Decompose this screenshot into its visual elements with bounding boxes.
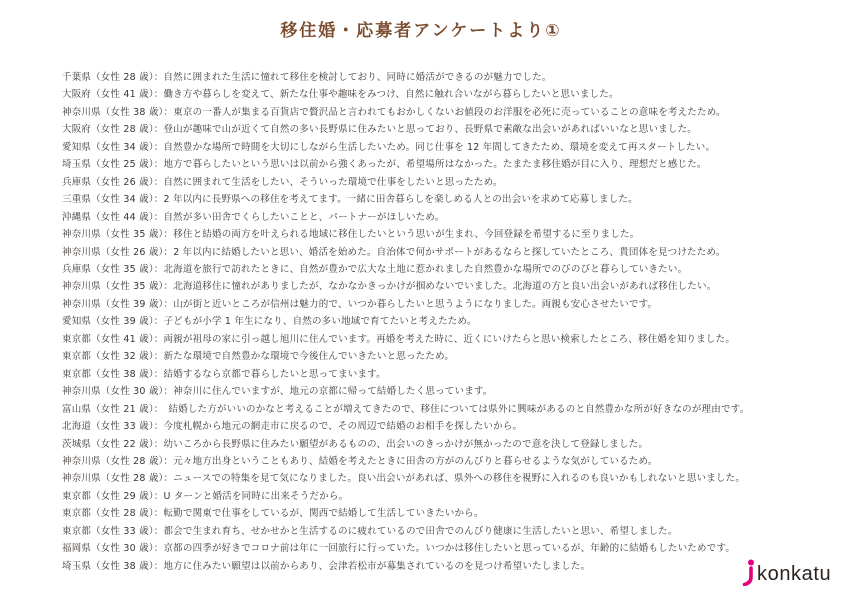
page-title: 移住婚・応募者アンケートより① (280, 21, 562, 41)
response-line (62, 278, 822, 295)
response-comment: 2 年以内に結婚したいと思い、婚活を始めた。自治体で何かサポートがあるならと探していたところ、貴団体を見つけたため。 (173, 246, 726, 258)
respondent-label: 神奈川県（女性 38 歳）： (62, 106, 174, 118)
brand-logo (741, 556, 837, 588)
respondent-label: 神奈川県（女性 35 歳）： (62, 229, 174, 241)
respondent-label: 愛知県（女性 34 歳）： (62, 141, 164, 153)
response-comment: 両親が祖母の家に引っ越し旭川に住んでいます。再婚を考えた時に、近くにいけたらと思い検索したところ、移住婚を知りました。 (163, 333, 736, 345)
respondent-label: 茨城県（女性 22 歳）： (62, 438, 164, 450)
response-line (62, 383, 822, 400)
response-comment: 自然豊かな場所で時間を大切にしながら生活したいため。同じ仕事を 12 年間してきたため、環境を変えて再スタートしたい。 (163, 141, 716, 153)
response-comment: 自然に囲まれて生活をしたい、そういった環境で仕事をしたいと思ったため。 (163, 176, 503, 188)
respondent-label: 東京都（女性 32 歳）： (62, 351, 164, 363)
konkatu-mark-icon (741, 558, 757, 586)
response-comment: 都会で生まれ育ち、せかせかと生活するのに疲れているので田舎でのんびり健康に生活したいと思い、希望しました。 (163, 525, 678, 537)
respondent-label: 福岡県（女性 30 歳）： (62, 543, 164, 555)
response-line (62, 226, 822, 243)
respondent-label: 神奈川県（女性 30 歳）： (62, 386, 174, 398)
response-line (62, 104, 822, 121)
response-comment: 登山が趣味で山が近くて自然の多い長野県に住みたいと思っており、長野県で素敵な出会いがあればいいなと思いました。 (163, 124, 697, 136)
response-comment: 結婚した方がいいのかなと考えることが増えてきたので、移住については県外に興味があるのと自然豊かな所が好きなのが理由です。 (158, 403, 750, 415)
response-comment: 元々地方出身ということもあり、結婚を考えたときに田舎の方がのんびりと暮らせるような気がしているため。 (173, 455, 658, 467)
response-comment: 神奈川に住んでいますが、地元の京都に帰って結婚したく思っています。 (173, 386, 493, 398)
response-comment: 地方で暮らしたいという思いは以前から強くあったが、希望場所はなかった。たまたま移住婚が目に入り、理想だと感じた。 (163, 159, 707, 171)
respondent-label: 北海道（女性 33 歳）： (62, 421, 164, 433)
respondent-label: 神奈川県（女性 35 歳）： (62, 281, 174, 293)
respondent-label: 埼玉県（女性 38 歳）： (62, 560, 164, 572)
response-line (62, 348, 822, 365)
logo-wordmark: konkatu (757, 563, 832, 585)
response-line (62, 86, 822, 103)
response-line (62, 209, 822, 226)
response-comment: 地方に住みたい願望は以前からあり、会津若松市が募集されているのを見つけ希望いたしました。 (163, 560, 591, 572)
response-comment: 働き方や暮らしを変えて、新たな仕事や趣味をみつけ、自然に触れ合いながら暮らしたいと思いました。 (163, 89, 619, 101)
response-line (62, 244, 822, 261)
response-line (62, 191, 822, 208)
response-line (62, 540, 822, 557)
respondent-label: 富山県（女性 21 歳）： (62, 403, 159, 415)
response-comment: 北海道を旅行で訪れたときに、自然が豊かで広大な土地に惹かれました自然豊かな場所でのびのびと暮らしていきたい。 (163, 263, 688, 275)
response-line (62, 488, 822, 505)
response-comment: 自然が多い田舎でくらしたいことと、パートナーがほしいため。 (163, 211, 445, 223)
respondent-label: 東京都（女性 28 歳）： (62, 508, 164, 520)
response-line (62, 156, 822, 173)
response-comment: 自然に囲まれた生活に憧れて移住を検討しており、同時に婚活ができるのが魅力でした。 (163, 72, 552, 83)
response-line (62, 436, 822, 453)
respondent-label: 三重県（女性 34 歳）： (62, 194, 164, 206)
response-line (62, 558, 822, 575)
respondent-label: 愛知県（女性 39 歳）： (62, 316, 164, 328)
response-comment: ニュースでの特集を見て気になりました。良い出会いがあれば、県外への移住を視野に入れるのも良いかもしれないと思いました。 (173, 473, 746, 485)
response-line (62, 470, 822, 487)
response-line (62, 69, 822, 86)
response-comment: 子どもが小学 1 年生になり、自然の多い地域で育てたいと考えたため。 (163, 316, 477, 328)
response-line (62, 313, 822, 330)
response-comment: U ターンと婚活を同時に出来そうだから。 (163, 490, 349, 502)
response-line (62, 139, 822, 156)
response-line (62, 523, 822, 540)
response-line (62, 261, 822, 278)
respondent-label: 東京都（女性 41 歳）： (62, 333, 164, 345)
respondent-label: 東京都（女性 33 歳）： (62, 525, 164, 537)
response-comment: 結婚するなら京都で暮らしたいと思ってまいます。 (163, 368, 386, 380)
response-comment: 京都の四季が好きでコロナ前は年に一回旅行に行っていた。いつかは移住したいと思っているが、年齢的に結婚もしたいためです。 (163, 543, 736, 555)
respondent-label: 沖縄県（女性 44 歳）： (62, 211, 164, 223)
response-comment: 転勤で関東で仕事をしているが、関西で結婚して生活していきたいから。 (163, 508, 484, 520)
response-line (62, 401, 822, 418)
respondent-label: 大阪府（女性 41 歳）： (62, 89, 164, 101)
response-line (62, 366, 822, 383)
respondent-label: 神奈川県（女性 26 歳）： (62, 246, 174, 258)
respondent-label: 神奈川県（女性 28 歳）： (62, 473, 174, 485)
response-comment: 今度札幌から地元の網走市に戻るので、その周辺で結婚のお相手を探したいから。 (163, 421, 523, 433)
response-comment: 山が街と近いところが信州は魅力的で、いつか暮らしたいと思うようになりました。両親も安心させたいです。 (173, 298, 658, 310)
response-comment: 移住と結婚の両方を叶えられる地域に移住したいという思いが生まれ、今回登録を希望するに至りました。 (173, 229, 640, 241)
response-comment: 幼いころから長野県に住みたい願望があるものの、出会いのきっかけが無かったので意を決して登録しました。 (163, 438, 649, 450)
response-comment: 2 年以内に長野県への移住を考えてます。一緒に田舎暮らしを楽しめる人との出会いを求めて応募しました。 (163, 194, 638, 206)
respondent-label: 東京都（女性 29 歳）： (62, 490, 164, 502)
response-line (62, 296, 822, 313)
respondent-label: 神奈川県（女性 39 歳）： (62, 298, 174, 310)
response-line (62, 174, 822, 191)
respondent-label: 兵庫県（女性 35 歳）： (62, 263, 164, 275)
survey-response-list (62, 69, 822, 575)
response-comment: 北海道移住に憧れがありましたが、なかなかきっかけが掴めないでいました。北海道の方と良い出会いがあれば移住したい。 (173, 281, 717, 293)
response-line (62, 453, 822, 470)
respondent-label: 兵庫県（女性 26 歳）： (62, 176, 164, 188)
response-comment: 東京の一番人が集まる百貨店で贅沢品と言われてもおかしくないお値段のお洋服を必死に売っていることの意味を考えたため。 (173, 106, 726, 118)
respondent-label: 大阪府（女性 28 歳）： (62, 124, 164, 136)
response-line (62, 505, 822, 522)
respondent-label: 埼玉県（女性 25 歳）： (62, 159, 164, 171)
response-line (62, 418, 822, 435)
response-comment: 新たな環境で自然豊かな環境で今後住んでいきたいと思ったため。 (163, 351, 455, 363)
response-line (62, 331, 822, 348)
respondent-label: 千葉県（女性 28 歳）： (62, 72, 164, 83)
respondent-label: 東京都（女性 38 歳）： (62, 368, 164, 380)
respondent-label: 神奈川県（女性 28 歳）： (62, 455, 174, 467)
response-line (62, 121, 822, 138)
